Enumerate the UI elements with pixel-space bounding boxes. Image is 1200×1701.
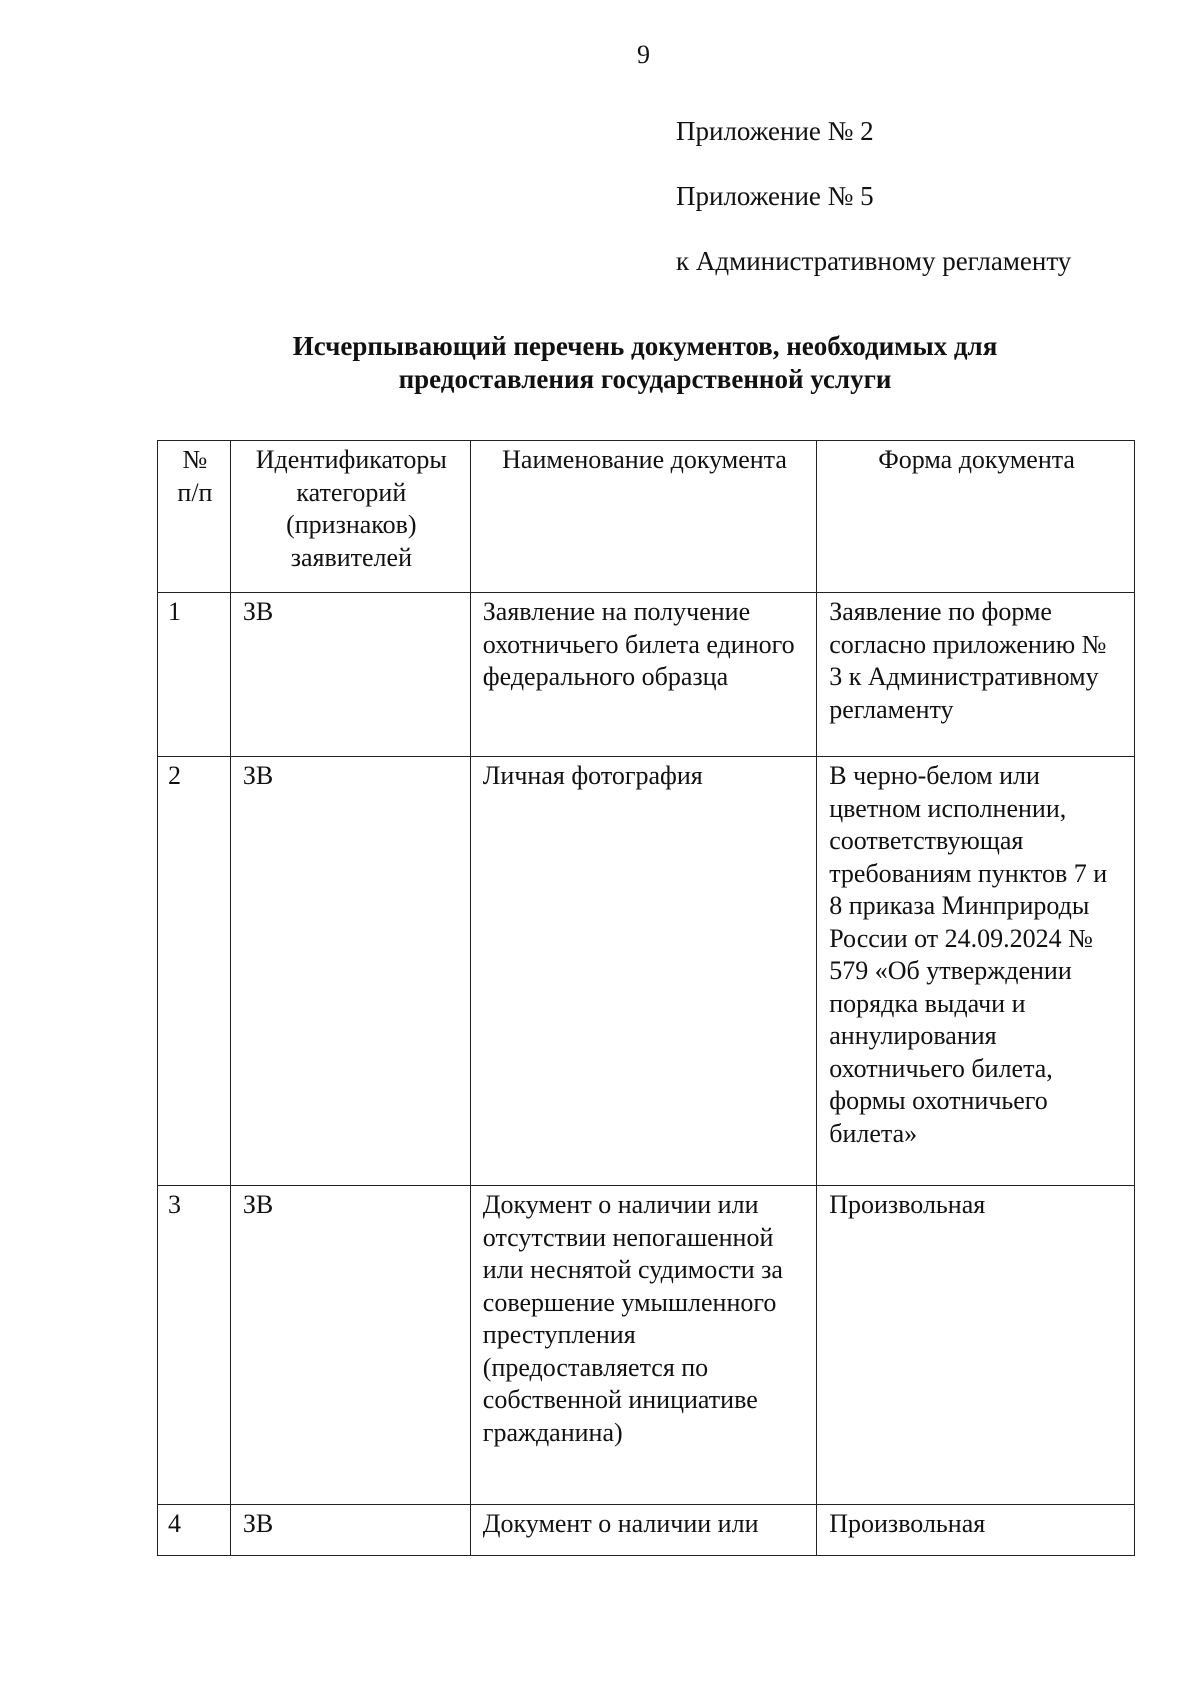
row-number: 2 <box>158 757 231 1186</box>
row-number: 1 <box>158 593 231 757</box>
row-category: ЗВ <box>230 593 470 757</box>
row-document-form: В черно-белом или цветном исполнении, соответствующая требованиям пунктов 7 и 8 приказа Минприроды России от 24.09.2024 № 579 «Об утверждении порядка выдачи и аннулирования охотничьего билета, формы охотничьего билета» <box>817 757 1135 1186</box>
table-row <box>158 593 1135 757</box>
row-document-name: Заявление на получение охотничьего билета единого федерального образца <box>470 593 816 757</box>
table-header-row <box>158 441 1135 593</box>
row-document-form: Произвольная <box>817 1186 1135 1505</box>
document-title <box>0 330 1200 396</box>
row-number: 3 <box>158 1186 231 1505</box>
header-document-name: Наименование документа <box>470 441 816 593</box>
appendix-line-2: Приложение № 5 <box>676 181 874 211</box>
documents-table <box>157 440 1135 1556</box>
row-category: ЗВ <box>230 1186 470 1505</box>
header-category: Идентификаторы категорий (признаков) заявителей <box>230 441 470 593</box>
document-title-line-2: предоставления государственной услуги <box>398 364 892 394</box>
appendix-line-1: Приложение № 2 <box>676 116 874 146</box>
row-document-name: Документ о наличии или отсутствии непогашенной или неснятой судимости за совершение умышленного преступления (предоставляется по собственной инициативе гражданина) <box>470 1186 816 1505</box>
appendix-line-3: к Административному регламенту <box>676 246 1072 276</box>
header-document-form: Форма документа <box>817 441 1135 593</box>
document-title-line-1: Исчерпывающий перечень документов, необходимых для <box>292 331 998 361</box>
row-number: 4 <box>158 1505 231 1556</box>
page-number: 9 <box>637 40 650 69</box>
row-category: ЗВ <box>230 757 470 1186</box>
row-document-name: Личная фотография <box>470 757 816 1186</box>
table-row <box>158 757 1135 1186</box>
header-number: № п/п <box>158 441 231 593</box>
row-document-form: Заявление по форме согласно приложению № 3 к Административному регламенту <box>817 593 1135 757</box>
table-row <box>158 1505 1135 1556</box>
row-category: ЗВ <box>230 1505 470 1556</box>
row-document-name: Документ о наличии или <box>470 1505 816 1556</box>
table-row <box>158 1186 1135 1505</box>
row-document-form: Произвольная <box>817 1505 1135 1556</box>
